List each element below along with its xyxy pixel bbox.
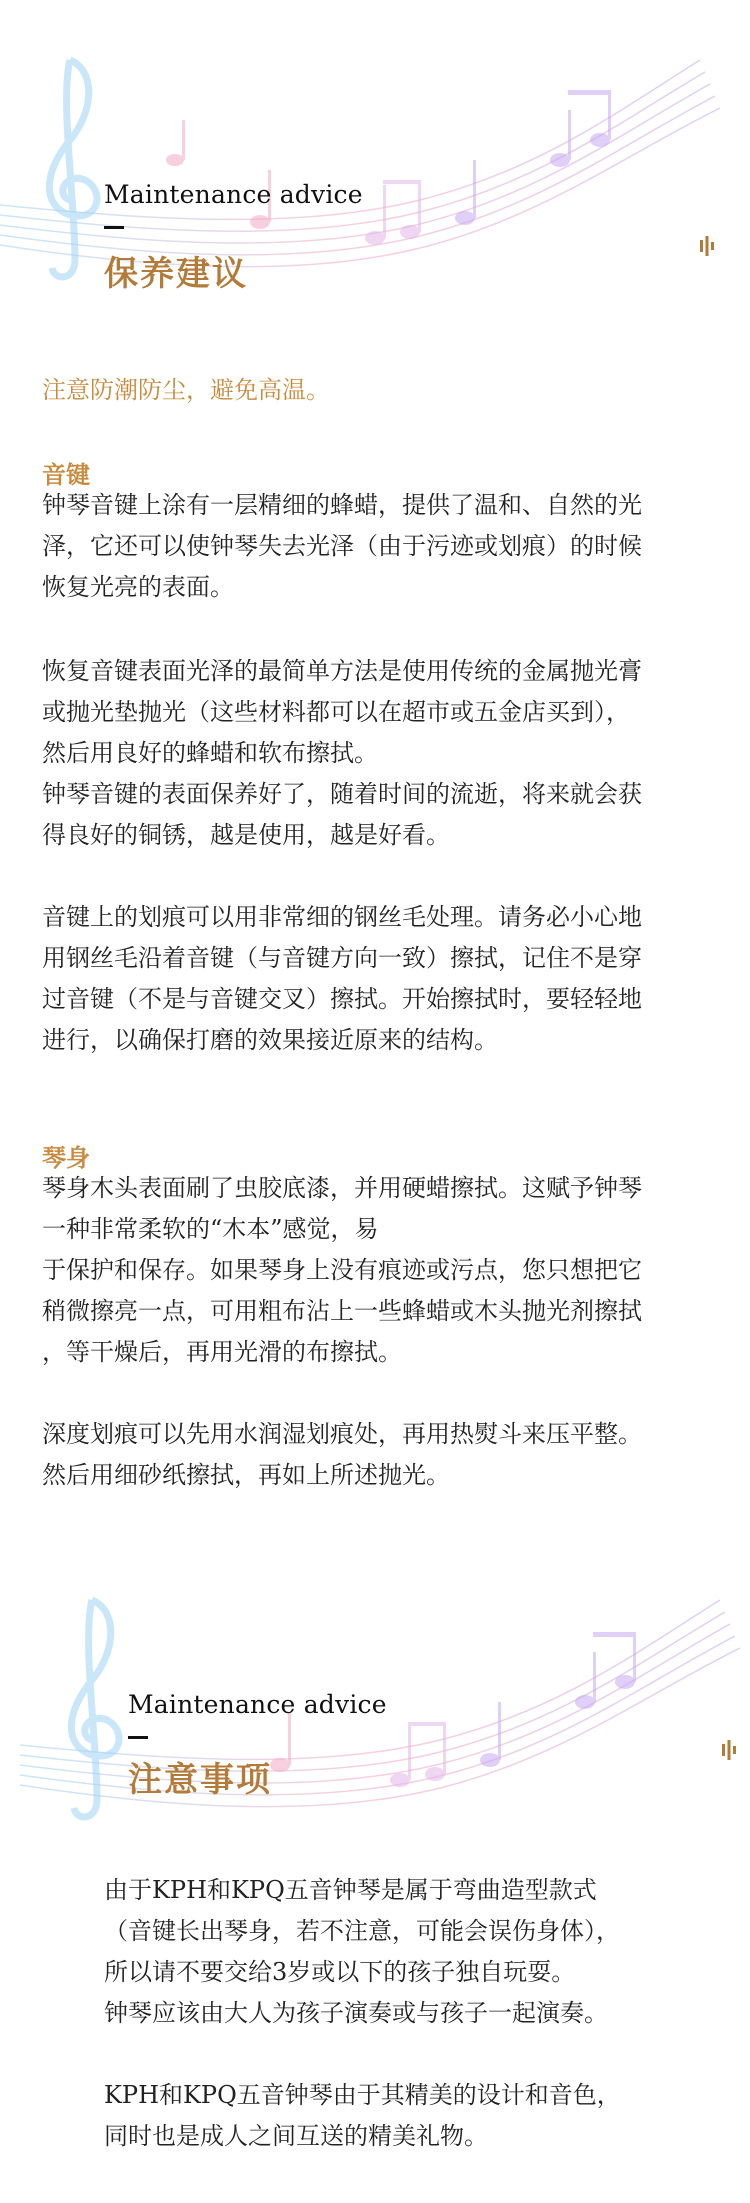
title-dash (104, 226, 124, 229)
keys-heading: 音键 (42, 460, 90, 489)
equalizer-mark-icon (720, 1738, 738, 1762)
title-dash (128, 1736, 148, 1739)
body-heading: 琴身 (42, 1143, 90, 1172)
keys-paragraph-3: 音键上的划痕可以用非常细的钢丝毛处理。请务必小心地 用钢丝毛沿着音键（与音键方向一致）擦拭，记住不是穿 过音键（不是与音键交叉）擦拭。开始擦拭时，要轻轻地 进行，以确保打磨的效果接近原来的结构。 (42, 903, 642, 1054)
body-paragraph-1: 琴身木头表面刷了虫胶底漆，并用硬蜡擦拭。这赋予钟琴 一种非常柔软的“木本”感觉，易 于保护和保存。如果琴身上没有痕迹或污点，您只想把它 稍微擦亮一点，可用粗布沾上一些蜂蜡或木头抛光剂擦拭 ，等干燥后，再用光滑的布擦拭。 (42, 1174, 642, 1366)
section1-en-title: Maintenance advice (104, 180, 363, 209)
notice-paragraph-1: 由于KPH和KPQ五音钟琴是属于弯曲造型款式 （音键长出琴身，若不注意，可能会误伤身体）， 所以请不要交给3岁或以下的孩子独自玩耍。 钟琴应该由大人为孩子演奏或与孩子一起演奏。 (104, 1876, 620, 2027)
section2-en-title: Maintenance advice (128, 1690, 387, 1719)
section1-header (0, 0, 750, 300)
keys-paragraph-2: 恢复音键表面光泽的最简单方法是使用传统的金属抛光膏 或抛光垫抛光（这些材料都可以在超市或五金店买到）， 然后用良好的蜂蜡和软布擦拭。 钟琴音键的表面保养好了，随着时间的流逝，将来就会获 得良好的铜锈，越是使用，越是好看。 (42, 657, 642, 849)
notice-line: 注意防潮防尘，避免高温。 (42, 376, 330, 404)
notice-paragraph-2: KPH和KPQ五音钟琴由于其精美的设计和音色， 同时也是成人之间互送的精美礼物。 (104, 2081, 621, 2150)
keys-paragraph-1: 钟琴音键上涂有一层精细的蜂蜡，提供了温和、自然的光 泽，它还可以使钟琴失去光泽（由于污迹或划痕）的时候 恢复光亮的表面。 (42, 491, 642, 601)
music-notes-icon (166, 90, 611, 245)
treble-clef-icon (71, 1600, 119, 1817)
treble-clef-icon (49, 60, 97, 277)
equalizer-mark-icon (698, 234, 716, 258)
section1-zh-title: 保养建议 (104, 254, 248, 294)
section2-zh-title: 注意事项 (128, 1760, 272, 1800)
body-paragraph-2: 深度划痕可以先用水润湿划痕处，再用热熨斗来压平整。 然后用细砂纸擦拭，再如上所述抛光。 (42, 1420, 642, 1489)
section2-header (0, 1540, 750, 1840)
